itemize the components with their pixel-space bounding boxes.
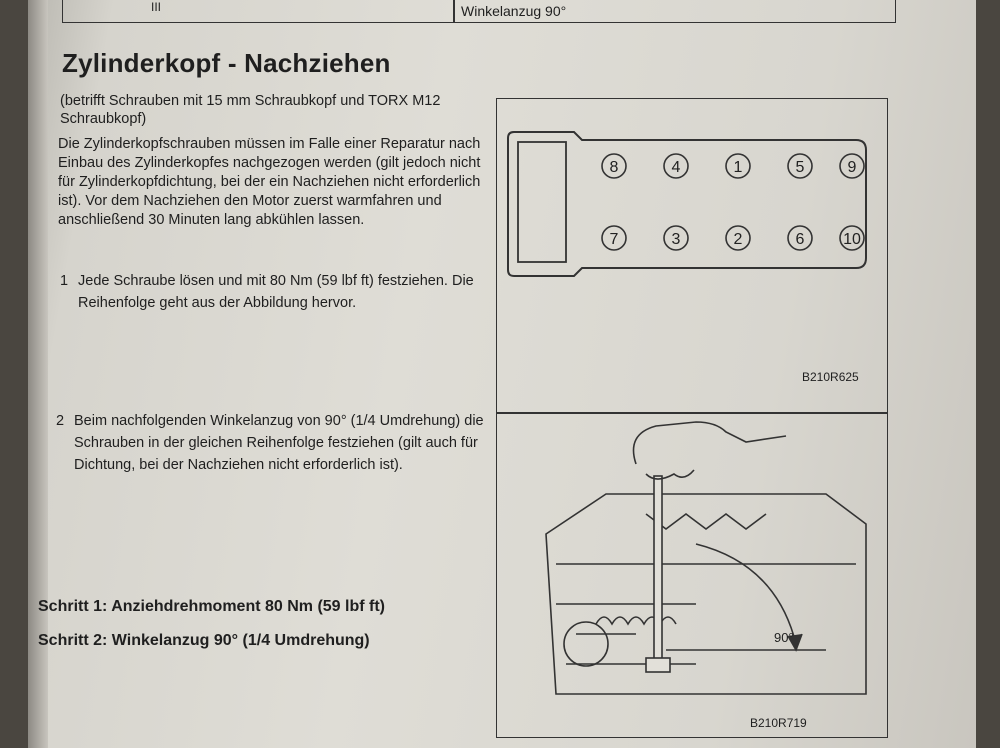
bolt-number-5: 5 bbox=[795, 159, 805, 176]
wrench-bar bbox=[654, 476, 662, 662]
manifold-drawing bbox=[646, 514, 766, 529]
bolt-5 bbox=[788, 154, 812, 178]
header-table-divider bbox=[453, 0, 455, 22]
intro-paragraph: Die Zylinderkopfschrauben müssen im Falle einer Reparatur nach Einbau des Zylinderkopfes nachgezogen werden (gilt jedoch nicht für Zylinderkopfdichtung, bei der ein Nachziehen nicht erforderlich ist). Vor dem Nachziehen den Motor zuerst warmfahren und anschließend 30 Minuten lang abkühlen lassen. bbox=[58, 136, 481, 228]
angle-tightening-illustration bbox=[496, 414, 886, 734]
bolt-6 bbox=[788, 226, 812, 250]
bolt-number-8: 8 bbox=[609, 159, 619, 176]
page-title: Zylinderkopf - Nachziehen bbox=[62, 48, 391, 78]
cylinder-head-outline bbox=[508, 132, 866, 276]
angle-label: 90° bbox=[774, 630, 794, 645]
step-2-text: Beim nachfolgenden Winkelanzug von 90° (1/4 Umdrehung) die Schrauben in der gleichen Reihenfolge festziehen (gilt auch für Dichtung, bei der Nachziehen nicht erforderlich ist). bbox=[74, 413, 484, 473]
bolt-number-7: 7 bbox=[609, 231, 619, 248]
bolt-10 bbox=[840, 226, 864, 250]
bolt-number-10: 10 bbox=[843, 231, 861, 248]
bolt-number-4: 4 bbox=[671, 159, 681, 176]
bolt-4 bbox=[664, 154, 688, 178]
head-port-block bbox=[518, 142, 566, 262]
header-right-cell: Winkelanzug 90° bbox=[461, 3, 567, 19]
summary-step-2: Schritt 2: Winkelanzug 90° (1/4 Umdrehung) bbox=[38, 632, 370, 649]
figure-1-code: B210R625 bbox=[802, 370, 859, 384]
bolt-2 bbox=[726, 226, 750, 250]
camshaft-lobes bbox=[596, 617, 676, 624]
bolt-number-1: 1 bbox=[733, 159, 743, 176]
step-2-number: 2 bbox=[56, 413, 65, 429]
bolt-sequence-diagram bbox=[496, 100, 886, 400]
bolt-1 bbox=[726, 154, 750, 178]
hand-drawing bbox=[634, 422, 787, 479]
bolt-number-3: 3 bbox=[671, 231, 681, 248]
bolt-9 bbox=[840, 154, 864, 178]
bolt-number-6: 6 bbox=[795, 231, 805, 248]
summary-step-1: Schritt 1: Anziehdrehmoment 80 Nm (59 lbf ft) bbox=[38, 598, 385, 615]
bolt-number-2: 2 bbox=[733, 231, 743, 248]
rotation-arc bbox=[696, 544, 796, 644]
figure-2-code: B210R719 bbox=[750, 716, 807, 730]
step-1-number: 1 bbox=[60, 273, 69, 289]
bolt-7 bbox=[602, 226, 626, 250]
applicability-note: (betrifft Schrauben mit 15 mm Schraubkopf und TORX M12 Schraubkopf) bbox=[60, 93, 441, 127]
step-1-text: Jede Schraube lösen und mit 80 Nm (59 lbf ft) festziehen. Die Reihenfolge geht aus der Abbildung hervor. bbox=[78, 273, 474, 311]
bolt-3 bbox=[664, 226, 688, 250]
bolt-number-9: 9 bbox=[847, 159, 857, 176]
header-left-mark: III bbox=[151, 0, 162, 14]
bolt-8 bbox=[602, 154, 626, 178]
gear-drawing bbox=[564, 622, 608, 666]
header-table bbox=[62, 0, 896, 23]
wrench-socket bbox=[646, 658, 670, 672]
engine-detail-lines bbox=[556, 564, 856, 664]
